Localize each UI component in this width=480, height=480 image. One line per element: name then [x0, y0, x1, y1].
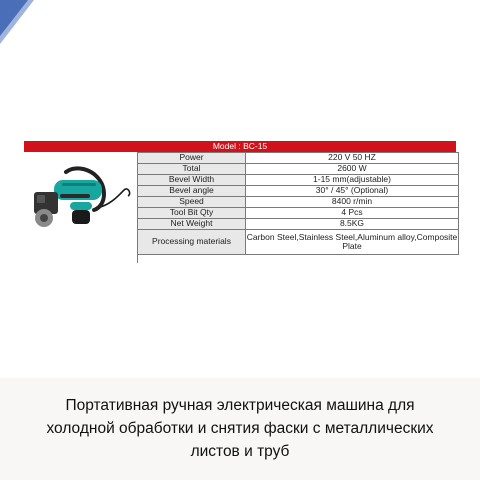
row-value: 1-15 mm(adjustable) [246, 175, 459, 186]
corner-decoration [0, 0, 64, 64]
table-row [138, 208, 459, 219]
row-label: Bevel Width [138, 175, 246, 186]
row-value: Carbon Steel,Stainless Steel,Aluminum alloy,Composite Plate [246, 230, 459, 255]
row-value: 8400 r/min [246, 197, 459, 208]
row-label: Tool Bit Qty [138, 208, 246, 219]
spec-table [137, 152, 459, 255]
table-row [138, 186, 459, 197]
row-value: 8.5KG [246, 219, 459, 230]
row-label: Power [138, 153, 246, 164]
row-label: Speed [138, 197, 246, 208]
model-header: Model : BC-15 [24, 141, 456, 152]
row-label: Bevel angle [138, 186, 246, 197]
row-value: 220 V 50 HZ [246, 153, 459, 164]
table-row [138, 175, 459, 186]
caption-text: Портативная ручная электрическая машина для холодной обработки и снятия фаски с металлических листов и труб [46, 397, 434, 460]
product-image [24, 152, 138, 263]
row-value: 30° / 45° (Optional) [246, 186, 459, 197]
table-row [138, 219, 459, 230]
caption-panel [0, 378, 480, 480]
spec-card [24, 141, 456, 263]
bevel-machine-image [24, 152, 137, 263]
row-label: Net Weight [138, 219, 246, 230]
table-row [138, 164, 459, 175]
row-label: Total [138, 164, 246, 175]
table-row [138, 230, 459, 255]
row-value: 4 Pcs [246, 208, 459, 219]
row-value: 2600 W [246, 164, 459, 175]
row-label: Processing materials [138, 230, 246, 255]
table-row [138, 153, 459, 164]
table-row [138, 197, 459, 208]
